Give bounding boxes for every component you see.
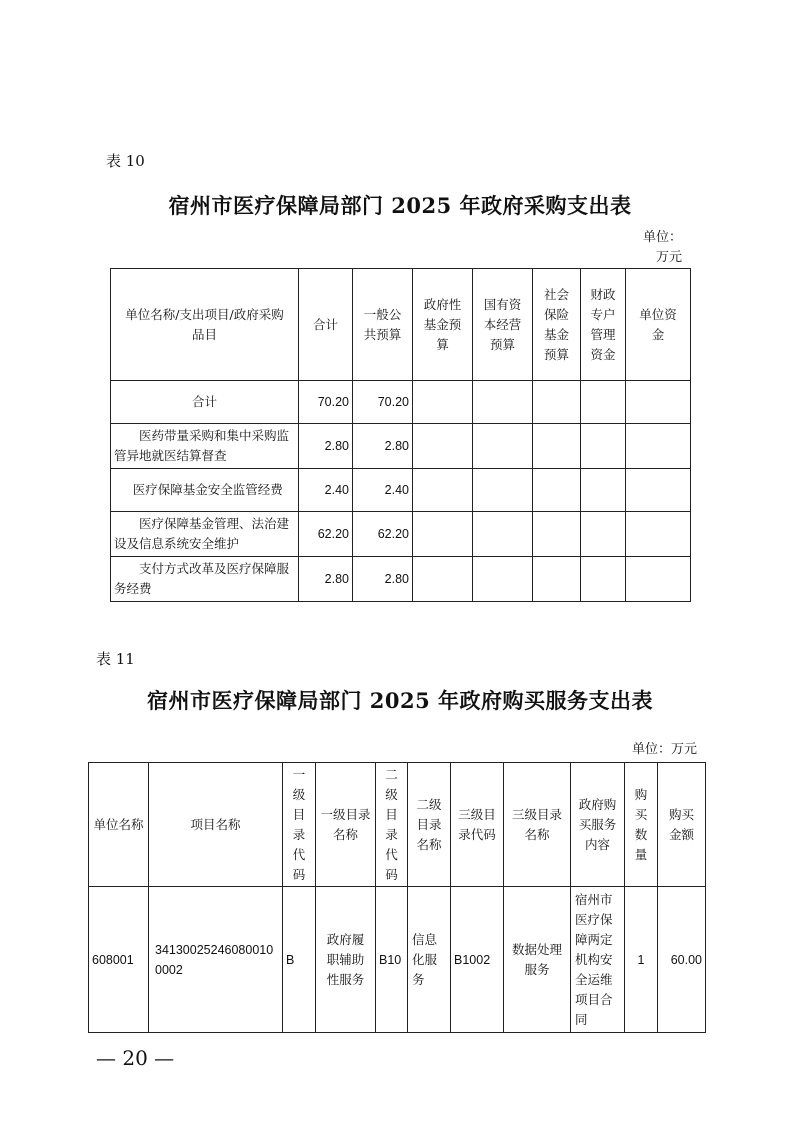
cell-l1-name: 政府履职辅助性服务	[316, 887, 376, 1033]
table-row	[111, 424, 691, 469]
row-general: 70.20	[353, 381, 413, 424]
header-state-capital: 国有资本经营预算	[473, 269, 533, 381]
header-content: 政府购买服务内容	[571, 763, 625, 887]
row-general: 2.80	[353, 557, 413, 602]
header-general-budget: 一般公共预算	[353, 269, 413, 381]
page-number: — 20 —	[96, 1046, 175, 1070]
table11-title: 宿州市医疗保障局部门 2025 年政府购买服务支出表	[146, 688, 654, 713]
cell-l3-name: 数据处理服务	[504, 887, 571, 1033]
cell-content: 宿州市医疗保障两定机构安全运维项目合同	[571, 887, 625, 1033]
header-fiscal-account: 财政专户管理资金	[581, 269, 626, 381]
table11-unit: 单位：万元	[631, 742, 697, 757]
row-general: 2.40	[353, 469, 413, 512]
row-total: 2.80	[299, 557, 353, 602]
row-name: 医药带量采购和集中采购监管异地就医结算督查	[111, 424, 299, 469]
cell-l1-code: B	[283, 887, 316, 1033]
table-row	[89, 887, 706, 1033]
services-table	[88, 762, 706, 1033]
unit-line-1: 单位：	[642, 230, 682, 245]
table-row	[111, 469, 691, 512]
header-fund-budget: 政府性基金预算	[413, 269, 473, 381]
row-name: 支付方式改革及医疗保障服务经费	[111, 557, 299, 602]
cell-quantity: 1	[625, 887, 658, 1033]
table-row	[111, 381, 691, 424]
cell-l2-code: B10	[376, 887, 408, 1033]
row-general: 62.20	[353, 512, 413, 557]
cell-l3-code: B1002	[451, 887, 504, 1033]
cell-project-code: 341300252460800100002	[149, 887, 283, 1033]
table11-label: 表 11	[96, 650, 135, 668]
header-unit: 单位名称	[89, 763, 149, 887]
header-amount: 购买金额	[658, 763, 706, 887]
row-total: 62.20	[299, 512, 353, 557]
header-l2-code: 二级目录代码	[376, 763, 408, 887]
row-general: 2.80	[353, 424, 413, 469]
header-total: 合计	[299, 269, 353, 381]
header-quantity: 购买数量	[625, 763, 658, 887]
header-unit-name: 单位名称/支出项目/政府采购品目	[111, 269, 299, 381]
header-l1-code: 一级目录代码	[283, 763, 316, 887]
table-row	[111, 512, 691, 557]
row-name: 医疗保障基金安全监管经费	[111, 469, 299, 512]
procurement-table	[110, 268, 691, 602]
header-l2-name: 二级目录名称	[408, 763, 451, 887]
header-social-insurance: 社会保险基金预算	[533, 269, 581, 381]
table10-unit	[600, 228, 682, 268]
cell-l2-name: 信息化服务	[408, 887, 451, 1033]
header-row	[89, 763, 706, 887]
header-l1-name: 一级目录名称	[316, 763, 376, 887]
table10-label: 表 10	[106, 152, 145, 170]
header-l3-name: 三级目录名称	[504, 763, 571, 887]
header-row	[111, 269, 691, 381]
cell-amount: 60.00	[658, 887, 706, 1033]
header-l3-code: 三级目录代码	[451, 763, 504, 887]
row-total: 70.20	[299, 381, 353, 424]
row-name: 医疗保障基金管理、法治建设及信息系统安全维护	[111, 512, 299, 557]
row-total: 2.40	[299, 469, 353, 512]
row-name: 合计	[111, 381, 299, 424]
row-total: 2.80	[299, 424, 353, 469]
header-project: 项目名称	[149, 763, 283, 887]
cell-unit-code: 608001	[89, 887, 149, 1033]
header-unit-funds: 单位资金	[626, 269, 691, 381]
unit-line-2: 万元	[655, 250, 682, 265]
table10-title: 宿州市医疗保障局部门 2025 年政府采购支出表	[168, 193, 632, 218]
table-row	[111, 557, 691, 602]
